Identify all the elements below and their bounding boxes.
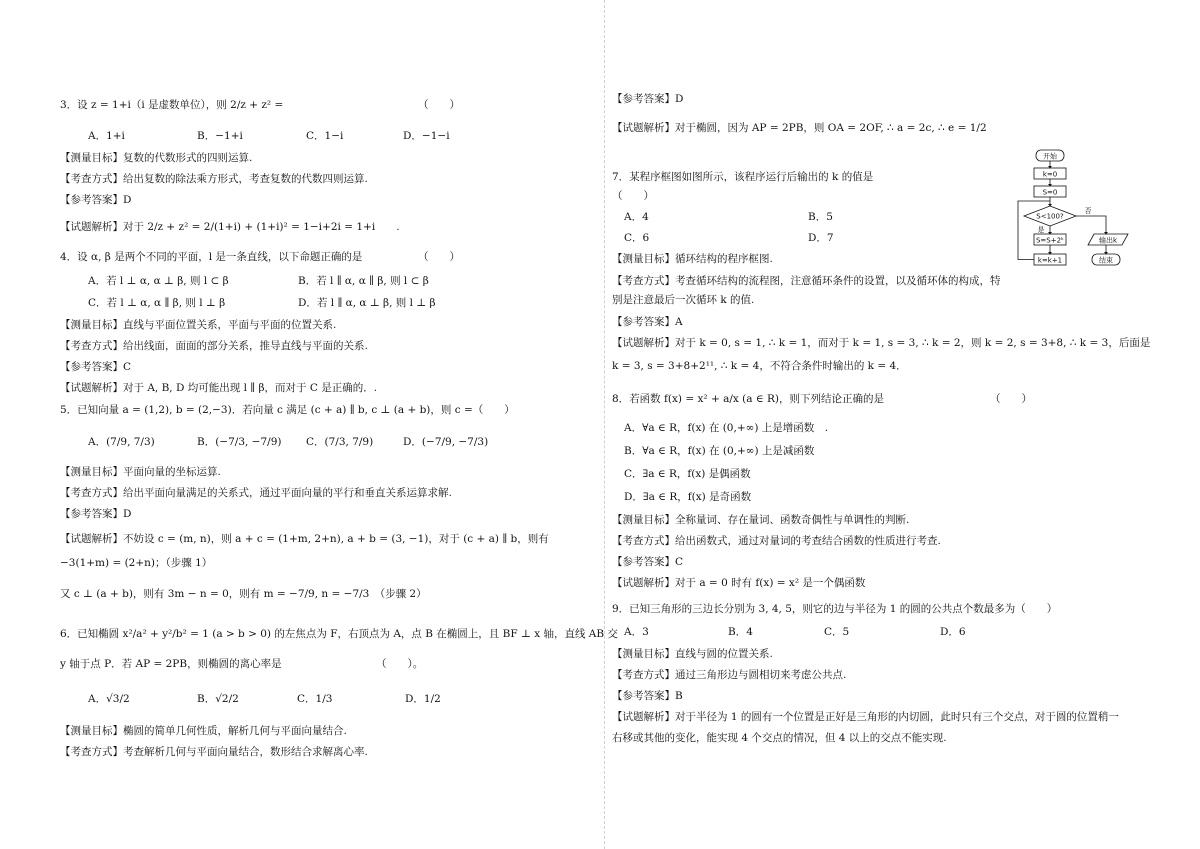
q3-stem: 3．设 z = 1+i（i 是虚数单位），则 2/z + z² =: [60, 99, 284, 111]
right-column: [612, 0, 1151, 849]
q6-target: 【测量目标】椭圆的简单几何性质，解析几何与平面向量结合.: [60, 725, 347, 737]
column-divider: [604, 0, 605, 849]
q8-option-a: A．∀a ∈ R，f(x) 在 (0,+∞) 上是增函数 .: [624, 422, 829, 434]
q7-option-c: C．6: [624, 232, 650, 244]
q3-analysis: 【试题解析】对于 2/z + z² = 2/(1+i) + (1+i)² = 1−i+2i = 1+i .: [60, 221, 400, 233]
q8-analysis: 【试题解析】对于 a = 0 时有 f(x) = x² 是一个偶函数: [612, 577, 866, 589]
q5-analysis-3: 又 c ⊥ (a + b)，则有 3m − n = 0，则有 m = −7/9, n = −7/3 （步骤 2）: [60, 588, 427, 600]
q3-target: 【测量目标】复数的代数形式的四则运算.: [60, 152, 253, 164]
q8-stem: 8．若函数 f(x) = x² + a/x (a ∈ R)，则下列结论正确的是: [612, 393, 884, 405]
q3-option-b: B．−1+i: [197, 130, 243, 142]
q4-option-c: C．若 l ⊥ α, α ∥ β, 则 l ⊥ β: [88, 297, 226, 309]
fc-update-s-label: S=S+2ᵏ: [1035, 236, 1065, 245]
q4-method: 【考查方式】给出线面，面面的部分关系，推导直线与平面的关系.: [60, 340, 368, 352]
q8-option-b: B．∀a ∈ R，f(x) 在 (0,+∞) 上是减函数: [624, 445, 815, 457]
q5-option-a: A．(7/9, 7/3): [88, 436, 155, 448]
q5-option-c: C．(7/3, 7/9): [306, 436, 374, 448]
q6-analysis: 【试题解析】对于椭圆，因为 AP = 2PB，则 OA = 2OF, ∴ a = 2c, ∴ e = 1/2: [612, 122, 987, 134]
q7-target: 【测量目标】循环结构的程序框图.: [612, 253, 773, 265]
q5-answer: 【参考答案】D: [60, 508, 132, 520]
q5-analysis-1: 【试题解析】不妨设 c = (m, n)，则 a + c = (1+m, 2+n), a + b = (3, −1)，对于 (c + a) ∥ b，则有: [60, 533, 549, 545]
q5-analysis-2: −3(1+m) = (2+n)；（步骤 1）: [60, 557, 213, 569]
q7-option-d: D．7: [808, 232, 834, 244]
q7-analysis-2: k = 3, s = 3+8+2¹¹, ∴ k = 4，不符合条件时输出的 k = 4．: [612, 360, 907, 372]
q4-answer: 【参考答案】C: [60, 361, 132, 373]
q6-option-d: D．1/2: [405, 693, 441, 705]
q7-option-b: B．5: [808, 211, 833, 223]
q8-target: 【测量目标】全称量词、存在量词、函数奇偶性与单调性的判断.: [612, 514, 910, 526]
q6-stem-2: y 轴于点 P．若 AP = 2PB，则椭圆的离心率是: [60, 658, 282, 670]
q6-answer: 【参考答案】D: [612, 93, 684, 105]
q5-option-b: B．(−7/3, −7/9): [197, 436, 282, 448]
q6-option-b: B．√2/2: [197, 693, 239, 705]
q9-analysis-2: 右移或其他的变化，能实现 4 个交点的情况，但 4 以上的交点不能实现.: [612, 732, 947, 744]
q9-option-b: B．4: [728, 626, 753, 638]
q4-target: 【测量目标】直线与平面位置关系，平面与平面的位置关系.: [60, 319, 337, 331]
q3-option-a: A．1+i: [88, 130, 125, 142]
q7-analysis-1: 【试题解析】对于 k = 0, s = 1, ∴ k = 1，而对于 k = 1, s = 3, ∴ k = 2，则 k = 2, s = 3+8, ∴ k = 3，后面是: [612, 337, 1151, 349]
q9-analysis-1: 【试题解析】对于半径为 1 的圆有一个位置是正好是三角形的内切圆，此时只有三个交点，对于圆的位置稍一: [612, 711, 1119, 723]
q7-method-1: 【考查方式】考查循环结构的流程图，注意循环条件的设置，以及循环体的构成，特: [612, 275, 1001, 287]
q7-answer: 【参考答案】A: [612, 316, 683, 328]
q9-stem: 9．已知三角形的三边长分别为 3, 4, 5，则它的边与半径为 1 的圆的公共点个数最多为（ ）: [612, 603, 1058, 615]
q3-option-c: C．1−i: [306, 130, 344, 142]
q8-answer: 【参考答案】C: [612, 556, 684, 568]
q6-method: 【考查方式】考查解析几何与平面向量结合，数形结合求解离心率.: [60, 746, 368, 758]
q7-stem-1: 7．某程序框图如图所示，该程序运行后输出的 k 的值是: [612, 171, 874, 183]
fc-output-label: 输出k: [1098, 236, 1118, 245]
q6-option-a: A．√3/2: [88, 693, 130, 705]
q8-option-c: C．∃a ∈ R，f(x) 是偶函数: [624, 468, 751, 480]
fc-end-label: 结束: [1099, 256, 1113, 265]
q8-method: 【考查方式】给出函数式，通过对量词的考查结合函数的性质进行考查.: [612, 535, 941, 547]
q4-option-b: B．若 l ∥ α, α ∥ β, 则 l ⊂ β: [298, 275, 429, 287]
q9-option-c: C．5: [824, 626, 850, 638]
q4-analysis: 【试题解析】对于 A, B, D 均可能出现 l ∥ β，而对于 C 是正确的．.: [60, 382, 378, 394]
q5-stem: 5．已知向量 a = (1,2), b = (2,−3)．若向量 c 满足 (c + a) ∥ b, c ⊥ (a + b)，则 c =（ ）: [60, 404, 515, 416]
q4-option-a: A．若 l ⊥ α, α ⊥ β, 则 l ⊂ β: [88, 275, 229, 287]
fc-init-s-label: S=0: [1042, 188, 1058, 197]
q8-option-d: D．∃a ∈ R，f(x) 是奇函数: [624, 491, 752, 503]
fc-init-k-label: k=0: [1042, 170, 1058, 179]
program-flowchart: [1014, 148, 1144, 273]
fc-yes-label: 是: [1037, 226, 1045, 234]
fc-condition-label: S<100?: [1036, 212, 1064, 221]
fc-update-k-label: k=k+1: [1037, 256, 1063, 265]
q4-stem: 4．设 α, β 是两个不同的平面，l 是一条直线，以下命题正确的是: [60, 251, 363, 263]
fc-no-label: 否: [1084, 207, 1092, 215]
q6-stem-1: 6．已知椭圆 x²/a² + y²/b² = 1 (a > b > 0) 的左焦点为 F，右顶点为 A，点 B 在椭圆上，且 BF ⊥ x 轴，直线 AB 交: [60, 628, 618, 640]
q5-method: 【考查方式】给出平面向量满足的关系式，通过平面向量的平行和垂直关系运算求解.: [60, 487, 452, 499]
q5-target: 【测量目标】平面向量的坐标运算.: [60, 466, 221, 478]
q9-method: 【考查方式】通过三角形边与圆相切来考虑公共点.: [612, 669, 847, 681]
left-column: [60, 0, 618, 849]
q7-option-a: A．4: [624, 211, 649, 223]
q7-stem-2: （ ）: [612, 190, 654, 202]
q3-option-d: D．−1−i: [403, 130, 450, 142]
q8-paren: （ ）: [990, 393, 1032, 405]
fc-start-label: 开始: [1043, 152, 1057, 161]
q7-method-2: 别是注意最后一次循环 k 的值.: [612, 294, 755, 306]
q3-method: 【考查方式】给出复数的除法乘方形式，考查复数的代数四则运算.: [60, 173, 368, 185]
q9-option-a: A．3: [624, 626, 649, 638]
q9-option-d: D．6: [940, 626, 966, 638]
q4-paren: （ ）: [418, 251, 460, 263]
q3-answer: 【参考答案】D: [60, 194, 132, 206]
q4-option-d: D．若 l ∥ α, α ⊥ β, 则 l ⊥ β: [298, 297, 436, 309]
q6-option-c: C．1/3: [297, 693, 333, 705]
q9-answer: 【参考答案】B: [612, 690, 683, 702]
q6-paren: （ ）。: [376, 658, 424, 670]
q5-option-d: D．(−7/9, −7/3): [403, 436, 489, 448]
q9-target: 【测量目标】直线与圆的位置关系.: [612, 648, 773, 660]
q3-paren: （ ）: [418, 99, 460, 111]
